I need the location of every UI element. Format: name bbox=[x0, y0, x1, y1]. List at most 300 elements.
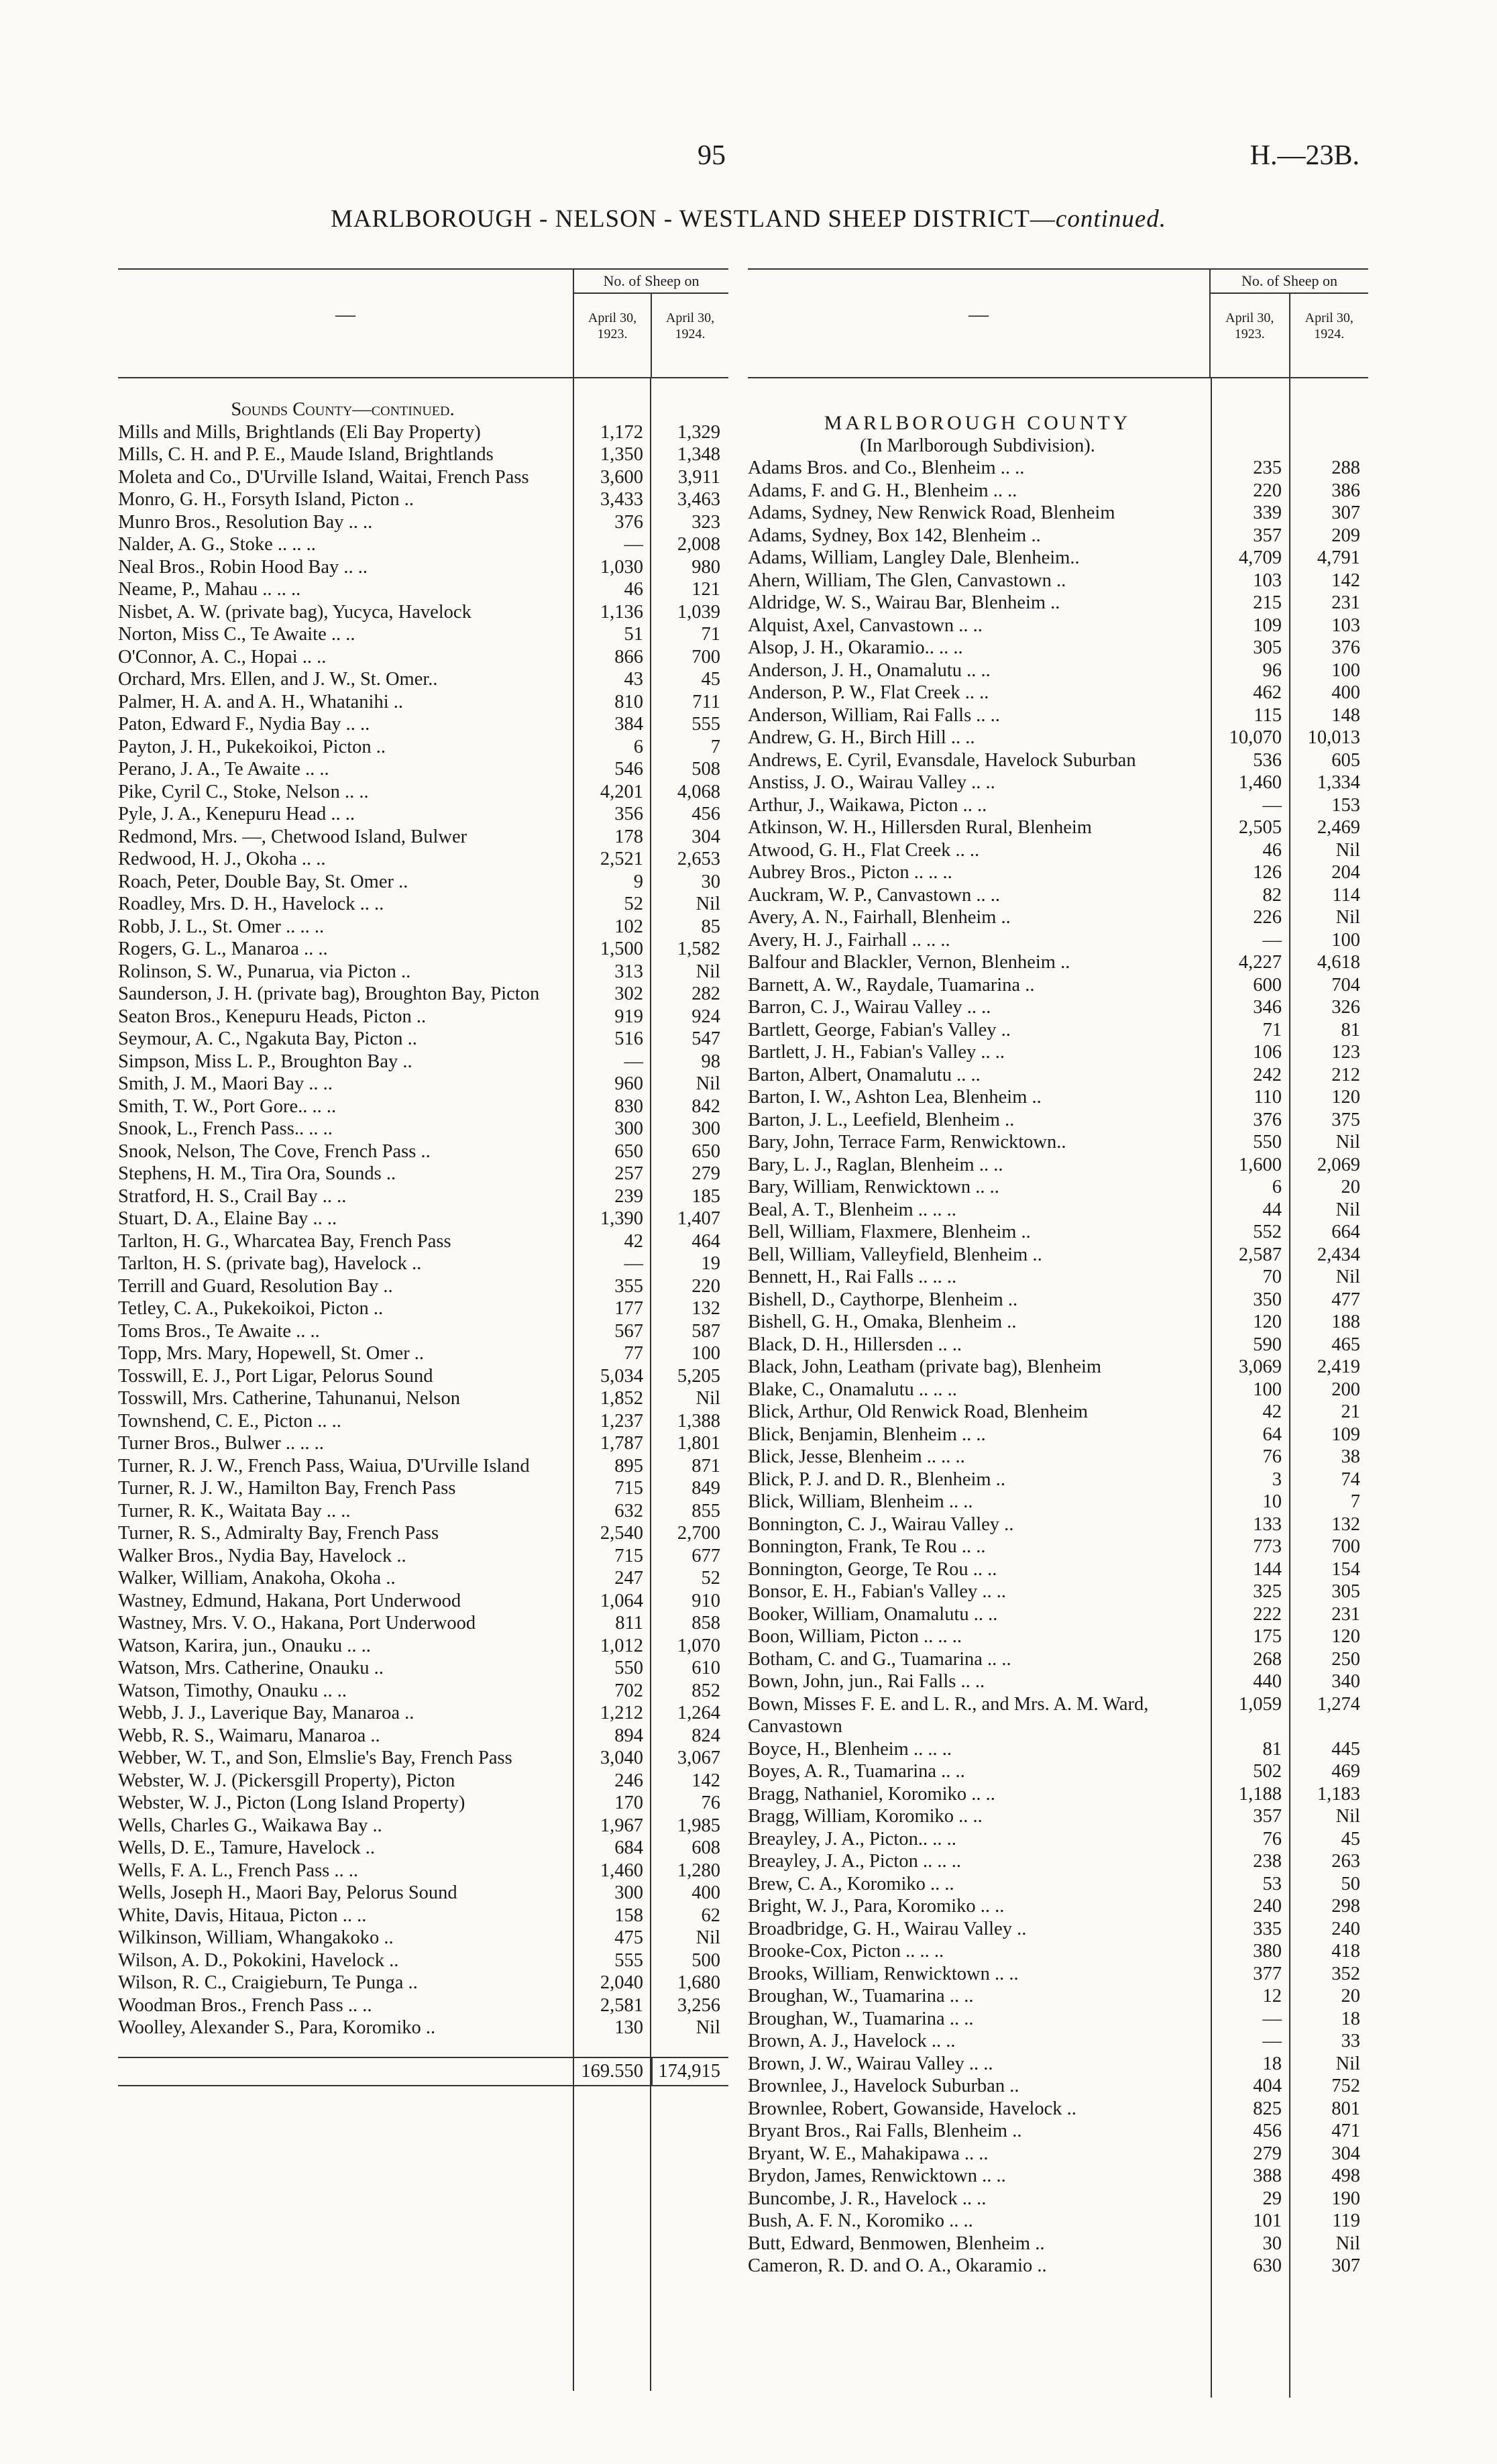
owner-name: Bary, John, Terrace Farm, Renwicktown.. bbox=[748, 1132, 1066, 1153]
sheep-1923: 1,188 bbox=[1238, 1783, 1282, 1805]
left-table-body bbox=[118, 378, 728, 2391]
sheep-1923: 30 bbox=[1262, 2233, 1282, 2254]
owner-name: Booker, William, Onamalutu .. .. bbox=[748, 1603, 998, 1625]
table-row bbox=[118, 893, 728, 916]
owner-name: Nalder, A. G., Stoke .. .. .. bbox=[118, 534, 316, 555]
owner-name: Turner, R. K., Waitata Bay .. .. bbox=[118, 1500, 351, 1521]
table-row bbox=[118, 961, 728, 983]
owner-name: Blake, C., Onamalutu .. .. .. bbox=[748, 1379, 957, 1400]
table-row bbox=[748, 1581, 1368, 1603]
table-row bbox=[118, 1365, 728, 1388]
sheep-1924: 677 bbox=[691, 1545, 720, 1566]
owner-name: Blick, Benjamin, Blenheim .. .. bbox=[748, 1424, 986, 1445]
table-row bbox=[118, 1860, 728, 1882]
sheep-1924: 1,388 bbox=[677, 1410, 720, 1432]
sheep-1924: 1,070 bbox=[677, 1635, 720, 1656]
table-row bbox=[748, 1693, 1368, 1738]
sheep-1924: 154 bbox=[1331, 1558, 1360, 1580]
sheep-1923: 536 bbox=[1253, 749, 1282, 771]
sheep-1924: 185 bbox=[691, 1185, 720, 1207]
sheep-1923: 175 bbox=[1253, 1626, 1282, 1647]
table-row bbox=[748, 2255, 1368, 2278]
owner-name: Redwood, H. J., Okoha .. .. bbox=[118, 849, 326, 869]
sheep-1923: 52 bbox=[624, 894, 643, 914]
owner-name: Townshend, C. E., Picton .. .. bbox=[118, 1410, 341, 1432]
owner-name: Brooks, William, Renwicktown .. .. bbox=[748, 1963, 1019, 1984]
owner-name: Tarlton, H. G., Wharcatea Bay, French Pass bbox=[118, 1230, 451, 1252]
sheep-1923: 475 bbox=[614, 1927, 643, 1948]
sheep-1924: 103 bbox=[1331, 614, 1360, 636]
owner-name: Breayley, J. A., Picton .. .. .. bbox=[748, 1851, 961, 1872]
sheep-1923: 2,521 bbox=[600, 849, 643, 869]
owner-name: Bell, William, Flaxmere, Blenheim .. bbox=[748, 1222, 1031, 1242]
owner-name: Bonnington, C. J., Wairau Valley .. bbox=[748, 1513, 1014, 1535]
sheep-1923: 632 bbox=[614, 1500, 643, 1521]
sheep-1923: 1,172 bbox=[600, 421, 643, 443]
table-row bbox=[118, 1815, 728, 1837]
sheep-1924: 1,582 bbox=[677, 939, 720, 959]
owner-name: Butt, Edward, Benmowen, Blenheim .. bbox=[748, 2233, 1045, 2254]
sheep-1923: 170 bbox=[614, 1792, 643, 1813]
owner-name: Turner Bros., Bulwer .. .. .. bbox=[118, 1433, 324, 1454]
sheep-1924: 855 bbox=[691, 1500, 720, 1521]
sheep-1924: 119 bbox=[1332, 2210, 1360, 2231]
sheep-1924: 1,334 bbox=[1317, 772, 1360, 793]
sheep-1923: 350 bbox=[1253, 1289, 1282, 1310]
table-row bbox=[748, 1491, 1368, 1513]
owner-name: Mills, C. H. and P. E., Maude Island, Brightlands bbox=[118, 444, 494, 465]
sheep-1923: 550 bbox=[1253, 1132, 1282, 1153]
sheep-1924: 1,801 bbox=[677, 1433, 720, 1454]
owner-name: Paton, Edward F., Nydia Bay .. .. bbox=[118, 714, 370, 735]
owner-name: Wells, F. A. L., French Pass .. .. bbox=[118, 1860, 359, 1881]
sheep-1924: 100 bbox=[1331, 659, 1360, 681]
sheep-1924: 121 bbox=[691, 579, 720, 600]
table-row bbox=[748, 1131, 1368, 1154]
owner-name: Boon, William, Picton .. .. .. bbox=[748, 1626, 962, 1647]
owner-name: Payton, J. H., Pukekoikoi, Picton .. bbox=[118, 736, 386, 757]
sheep-1923: 567 bbox=[614, 1320, 643, 1342]
sheep-1923: 1,390 bbox=[600, 1208, 643, 1229]
sheep-1923: 1,460 bbox=[600, 1860, 643, 1881]
sheep-1923: 82 bbox=[1262, 884, 1282, 906]
sheep-1924: 704 bbox=[1331, 974, 1360, 996]
sheep-1923: 3,069 bbox=[1238, 1356, 1282, 1377]
sheep-1923: 10,070 bbox=[1229, 727, 1282, 748]
table-row bbox=[118, 1185, 728, 1208]
sheep-1924: 608 bbox=[691, 1837, 720, 1858]
sheep-1923: 300 bbox=[614, 1882, 643, 1903]
sheep-1923: 4,227 bbox=[1238, 952, 1282, 973]
sheep-1924: 465 bbox=[1331, 1334, 1360, 1355]
table-row bbox=[118, 1545, 728, 1568]
table-row bbox=[748, 1244, 1368, 1267]
sheep-1923: 456 bbox=[1253, 2121, 1282, 2141]
owner-name: Bishell, G. H., Omaka, Blenheim .. bbox=[748, 1311, 1017, 1332]
sheep-1924: 304 bbox=[691, 826, 720, 847]
sheep-1923: 313 bbox=[614, 961, 643, 982]
owner-name: Blick, William, Blenheim .. .. bbox=[748, 1491, 973, 1512]
owner-name: Aubrey Bros., Picton .. .. .. bbox=[748, 862, 952, 883]
sheep-1923: 268 bbox=[1253, 1648, 1282, 1670]
sheep-1924: 132 bbox=[691, 1298, 720, 1319]
sheep-1924: 1,274 bbox=[1317, 1693, 1360, 1715]
sheep-1923: 305 bbox=[1253, 637, 1282, 658]
table-row bbox=[748, 592, 1368, 614]
sheep-1924: 849 bbox=[691, 1478, 720, 1499]
sheep-1923: 715 bbox=[614, 1478, 643, 1499]
sheep-1923: 650 bbox=[614, 1140, 643, 1162]
table-row bbox=[748, 1738, 1368, 1761]
owner-name: Bryant, W. E., Mahakipawa .. .. bbox=[748, 2143, 989, 2164]
table-row bbox=[748, 1221, 1368, 1244]
sheep-1923: 555 bbox=[614, 1949, 643, 1971]
sheep-1923: 103 bbox=[1253, 570, 1282, 591]
right-table-header bbox=[748, 268, 1368, 378]
owner-name: Wilson, A. D., Pokokini, Havelock .. bbox=[118, 1949, 399, 1971]
table-row bbox=[118, 578, 728, 601]
sheep-1923: 1,787 bbox=[600, 1433, 643, 1454]
right-sheep-heading bbox=[1209, 270, 1368, 377]
table-row bbox=[748, 1041, 1368, 1064]
sheep-1924: 240 bbox=[1331, 1918, 1360, 1939]
sheep-1924: 30 bbox=[701, 871, 720, 892]
sheep-1924: 500 bbox=[691, 1949, 720, 1971]
owner-name: Anderson, P. W., Flat Creek .. .. bbox=[748, 682, 989, 703]
sheep-1924: 305 bbox=[1331, 1581, 1360, 1602]
sheep-1924: 752 bbox=[1331, 2076, 1360, 2096]
sheep-1923: 811 bbox=[615, 1613, 643, 1633]
sheep-1924: 711 bbox=[692, 691, 720, 712]
table-row bbox=[748, 1985, 1368, 2008]
table-row bbox=[118, 1522, 728, 1545]
owner-name: Norton, Miss C., Te Awaite .. .. bbox=[118, 624, 355, 645]
table-row bbox=[118, 1297, 728, 1320]
sheep-1923: 335 bbox=[1253, 1918, 1282, 1939]
owner-name: Stephens, H. M., Tira Ora, Sounds .. bbox=[118, 1163, 396, 1184]
owner-name: Beal, A. T., Blenheim .. .. .. bbox=[748, 1199, 956, 1220]
table-row bbox=[748, 1603, 1368, 1626]
sheep-1924: 120 bbox=[1331, 1626, 1360, 1647]
table-row bbox=[118, 1680, 728, 1703]
sheep-1924: 98 bbox=[701, 1051, 720, 1072]
table-row bbox=[748, 1828, 1368, 1851]
table-row bbox=[118, 1455, 728, 1478]
table-row bbox=[748, 2098, 1368, 2121]
table-row bbox=[748, 816, 1368, 839]
owner-name: Aldridge, W. S., Wairau Bar, Blenheim .. bbox=[748, 592, 1060, 613]
table-row bbox=[748, 1963, 1368, 1986]
sheep-1924: 231 bbox=[1331, 1603, 1360, 1625]
table-row bbox=[748, 2120, 1368, 2143]
sheep-1923: 2,040 bbox=[600, 1972, 643, 1993]
sheep-1923: 894 bbox=[614, 1725, 643, 1746]
owner-name: Roach, Peter, Double Bay, St. Omer .. bbox=[118, 871, 408, 892]
sheep-1923: 6 bbox=[1272, 1177, 1282, 1197]
sheep-1924: 555 bbox=[691, 714, 720, 735]
sheep-1924: 7 bbox=[1350, 1491, 1360, 1512]
owner-name: Bary, L. J., Raglan, Blenheim .. .. bbox=[748, 1154, 1003, 1175]
sheep-1924: 153 bbox=[1331, 794, 1360, 816]
owner-name: Adams Bros. and Co., Blenheim .. .. bbox=[748, 458, 1025, 478]
sheep-1923: 5,034 bbox=[600, 1365, 643, 1387]
sheep-1924: 464 bbox=[691, 1230, 720, 1252]
owner-name: Neame, P., Mahau .. .. .. bbox=[118, 579, 301, 600]
table-row bbox=[748, 1670, 1368, 1693]
table-row bbox=[748, 1468, 1368, 1491]
sheep-1923: 42 bbox=[1262, 1401, 1282, 1422]
table-row bbox=[748, 637, 1368, 659]
owner-name: Monro, G. H., Forsyth Island, Picton .. bbox=[118, 489, 414, 510]
sheep-1924: 858 bbox=[691, 1613, 720, 1633]
sheep-1924: 38 bbox=[1341, 1446, 1360, 1467]
sheep-1924: 1,680 bbox=[677, 1972, 720, 1993]
owner-name: Moleta and Co., D'Urville Island, Waitai, French Pass bbox=[118, 466, 529, 488]
sheep-1924: 307 bbox=[1331, 2255, 1360, 2276]
table-row bbox=[748, 951, 1368, 974]
sheep-1924: 250 bbox=[1331, 1648, 1360, 1670]
sheep-1924: 871 bbox=[691, 1455, 720, 1477]
table-row bbox=[118, 1477, 728, 1500]
owner-name: Auckram, W. P., Canvastown .. .. bbox=[748, 884, 1001, 906]
table-row bbox=[118, 1320, 728, 1343]
owner-name: Adams, Sydney, New Renwick Road, Blenheim bbox=[748, 502, 1115, 523]
owner-name: Woodman Bros., French Pass .. .. bbox=[118, 1994, 372, 2016]
sheep-1923: 71 bbox=[1262, 1019, 1282, 1040]
sheep-1924: Nil bbox=[1335, 1132, 1360, 1153]
owner-name: Bonnington, Frank, Te Rou .. .. bbox=[748, 1536, 986, 1557]
sheep-1923: 158 bbox=[614, 1905, 643, 1926]
owner-name: Smith, J. M., Maori Bay .. .. bbox=[118, 1073, 333, 1094]
table-row bbox=[748, 929, 1368, 952]
table-row bbox=[118, 1230, 728, 1253]
sheep-1924: 62 bbox=[701, 1905, 720, 1926]
table-row bbox=[118, 848, 728, 871]
owner-name: Watson, Mrs. Catherine, Onauku .. bbox=[118, 1658, 384, 1678]
sheep-1923: — bbox=[624, 534, 643, 555]
table-row bbox=[118, 1725, 728, 1748]
sheep-1924: 842 bbox=[691, 1095, 720, 1117]
sheep-1923: 773 bbox=[1253, 1536, 1282, 1557]
sheep-1923: 380 bbox=[1253, 1941, 1282, 1962]
table-row bbox=[118, 983, 728, 1006]
owner-name: Turner, R. J. W., French Pass, Waiua, D'Urville Island bbox=[118, 1455, 530, 1477]
sheep-1923: 590 bbox=[1253, 1334, 1282, 1355]
sheep-1923: 1,852 bbox=[600, 1388, 643, 1409]
owner-name: Boyce, H., Blenheim .. .. .. bbox=[748, 1738, 952, 1760]
sheep-1923: 81 bbox=[1262, 1738, 1282, 1760]
owner-name: Balfour and Blackler, Vernon, Blenheim .. bbox=[748, 952, 1070, 973]
owner-name: Wastney, Mrs. V. O., Hakana, Port Underwood bbox=[118, 1613, 476, 1633]
sheep-1923: 76 bbox=[1262, 1446, 1282, 1467]
owner-name: Redmond, Mrs. —, Chetwood Island, Bulwer bbox=[118, 826, 467, 847]
sheep-1923: 1,237 bbox=[600, 1410, 643, 1432]
sheep-1923: 715 bbox=[614, 1545, 643, 1566]
owner-name: Pyle, J. A., Kenepuru Head .. .. bbox=[118, 804, 355, 824]
sheep-1923: 226 bbox=[1253, 907, 1282, 928]
sheep-1924: 375 bbox=[1331, 1109, 1360, 1130]
owner-name: Cameron, R. D. and O. A., Okaramio .. bbox=[748, 2255, 1047, 2276]
sheep-1923: 247 bbox=[614, 1568, 643, 1589]
sheep-1923: 388 bbox=[1253, 2165, 1282, 2186]
owner-name: Barron, C. J., Wairau Valley .. .. bbox=[748, 997, 991, 1018]
owner-name: Rolinson, S. W., Punarua, via Picton .. bbox=[118, 961, 411, 982]
sheep-1923: — bbox=[1262, 929, 1282, 951]
sheep-1924: 4,068 bbox=[677, 781, 720, 802]
table-row bbox=[118, 1612, 728, 1635]
table-row bbox=[118, 1163, 728, 1185]
table-row bbox=[118, 1432, 728, 1455]
table-row bbox=[118, 713, 728, 736]
sheep-1924: 477 bbox=[1331, 1289, 1360, 1310]
owner-name: Tarlton, H. S. (private bag), Havelock .. bbox=[118, 1253, 422, 1274]
sheep-1924: 2,700 bbox=[677, 1523, 720, 1544]
owner-name: Avery, A. N., Fairhall, Blenheim .. bbox=[748, 907, 1011, 928]
sheep-1924: Nil bbox=[696, 894, 720, 914]
owner-name: Brydon, James, Renwicktown .. .. bbox=[748, 2165, 1006, 2186]
sheep-1924: 1,985 bbox=[677, 1815, 720, 1836]
table-row bbox=[118, 601, 728, 624]
owner-name: Black, John, Leatham (private bag), Blenheim bbox=[748, 1356, 1102, 1377]
sheep-1924: 650 bbox=[691, 1140, 720, 1162]
table-row bbox=[118, 421, 728, 444]
sheep-1924: 801 bbox=[1331, 2098, 1360, 2119]
sheep-1923: 4,201 bbox=[600, 781, 643, 802]
right-col-1923-heading: April 30, 1923. bbox=[1225, 311, 1274, 341]
table-row bbox=[748, 974, 1368, 997]
sheep-1923: 18 bbox=[1262, 2053, 1282, 2074]
sheep-1923: 2,581 bbox=[600, 1994, 643, 2016]
sheep-1924: 508 bbox=[691, 759, 720, 780]
sheep-1924: 386 bbox=[1331, 480, 1360, 501]
table-row bbox=[118, 668, 728, 691]
table-row bbox=[748, 1424, 1368, 1446]
table-row bbox=[748, 1176, 1368, 1199]
table-row bbox=[118, 556, 728, 579]
owner-name: Avery, H. J., Fairhall .. .. .. bbox=[748, 929, 950, 951]
table-row bbox=[118, 443, 728, 466]
table-row bbox=[118, 623, 728, 646]
owner-name: Simpson, Miss L. P., Broughton Bay .. bbox=[118, 1051, 412, 1072]
sheep-1923: 702 bbox=[614, 1680, 643, 1701]
sheep-1924: Nil bbox=[1335, 1199, 1360, 1220]
sheep-1923: 222 bbox=[1253, 1603, 1282, 1625]
table-row bbox=[748, 1266, 1368, 1289]
table-row bbox=[118, 938, 728, 961]
sheep-1923: 133 bbox=[1253, 1513, 1282, 1535]
sheep-1924: Nil bbox=[696, 1388, 720, 1409]
table-row bbox=[748, 771, 1368, 794]
sheep-1923: 3 bbox=[1272, 1468, 1282, 1490]
owner-name: Turner, R. J. W., Hamilton Bay, French Pass bbox=[118, 1478, 456, 1499]
sheep-1924: 547 bbox=[691, 1028, 720, 1049]
sheep-1924: 188 bbox=[1331, 1311, 1360, 1332]
table-row bbox=[748, 1940, 1368, 1963]
sheep-1924: Nil bbox=[1335, 1267, 1360, 1287]
sheep-1923: 235 bbox=[1253, 458, 1282, 478]
table-row bbox=[748, 570, 1368, 592]
owner-name: Adams, William, Langley Dale, Blenheim.. bbox=[748, 547, 1080, 568]
sheep-1923: 130 bbox=[614, 2017, 643, 2038]
sheep-1923: 10 bbox=[1262, 1491, 1282, 1512]
owner-name: Robb, J. L., St. Omer .. .. .. bbox=[118, 916, 325, 937]
sheep-1924: 910 bbox=[691, 1590, 720, 1611]
owner-name: Pike, Cyril C., Stoke, Nelson .. .. bbox=[118, 781, 369, 802]
owner-name: Tetley, C. A., Pukekoikoi, Picton .. bbox=[118, 1298, 384, 1319]
sheep-1923: 43 bbox=[624, 669, 643, 690]
sheep-1923: 4,709 bbox=[1238, 547, 1282, 568]
owner-name: Bishell, D., Caythorpe, Blenheim .. bbox=[748, 1289, 1018, 1310]
sheep-1924: 220 bbox=[691, 1275, 720, 1297]
table-row bbox=[748, 1783, 1368, 1806]
table-row bbox=[748, 1086, 1368, 1109]
table-row bbox=[748, 1289, 1368, 1311]
sheep-1924: 1,348 bbox=[677, 444, 720, 465]
owner-name: Snook, Nelson, The Cove, French Pass .. bbox=[118, 1140, 431, 1162]
table-row bbox=[118, 826, 728, 849]
table-row bbox=[118, 646, 728, 669]
owner-name: Barnett, A. W., Raydale, Tuamarina .. bbox=[748, 974, 1035, 996]
sheep-1924: Nil bbox=[1335, 839, 1360, 861]
sheep-1924: 45 bbox=[701, 669, 720, 690]
sheep-1923: 106 bbox=[1253, 1042, 1282, 1063]
sheep-1924: 212 bbox=[1331, 1064, 1360, 1085]
table-row bbox=[748, 2030, 1368, 2053]
owner-name: Bonnington, George, Te Rou .. .. bbox=[748, 1558, 997, 1580]
table-row bbox=[748, 1401, 1368, 1424]
owner-name: Broughan, W., Tuamarina .. .. bbox=[748, 2008, 974, 2029]
table-row bbox=[748, 1019, 1368, 1042]
owner-name: Bell, William, Valleyfield, Blenheim .. bbox=[748, 1244, 1042, 1265]
page-title bbox=[0, 205, 1497, 233]
owner-name: Webster, W. J. (Pickersgill Property), Picton bbox=[118, 1770, 455, 1791]
table-row bbox=[118, 488, 728, 511]
table-row bbox=[748, 682, 1368, 704]
left-total-row bbox=[118, 2057, 728, 2086]
sheep-1924: 323 bbox=[691, 511, 720, 533]
table-row bbox=[118, 871, 728, 894]
sheep-1923: 279 bbox=[1253, 2143, 1282, 2164]
table-row bbox=[118, 1342, 728, 1365]
sheep-1924: 445 bbox=[1331, 1738, 1360, 1760]
sheep-1923: 44 bbox=[1262, 1199, 1282, 1220]
sheep-1924: 282 bbox=[691, 983, 720, 1004]
table-row bbox=[748, 1513, 1368, 1536]
sheep-1924: 587 bbox=[691, 1320, 720, 1342]
owner-name: Webber, W. T., and Son, Elmslie's Bay, French Pass bbox=[118, 1748, 512, 1768]
table-row bbox=[118, 1792, 728, 1815]
owner-name: Wilson, R. C., Craigieburn, Te Punga .. bbox=[118, 1972, 418, 1993]
sheep-1923: 53 bbox=[1262, 1873, 1282, 1894]
owner-name: Atwood, G. H., Flat Creek .. .. bbox=[748, 839, 980, 861]
table-row bbox=[748, 749, 1368, 772]
owner-name: Broughan, W., Tuamarina .. .. bbox=[748, 1986, 974, 2006]
owner-name: Atkinson, W. H., Hillersden Rural, Blenheim bbox=[748, 817, 1092, 838]
owner-name: Anderson, William, Rai Falls .. .. bbox=[748, 704, 1000, 726]
sheep-1924: 3,911 bbox=[677, 466, 720, 488]
sheep-1924: 469 bbox=[1331, 1761, 1360, 1782]
owner-name: Neal Bros., Robin Hood Bay .. .. bbox=[118, 556, 368, 578]
sheep-1923: 550 bbox=[614, 1658, 643, 1678]
sheep-1923: 339 bbox=[1253, 502, 1282, 523]
table-row bbox=[748, 502, 1368, 525]
right-rows bbox=[748, 457, 1368, 2278]
sheep-1923: 42 bbox=[624, 1230, 643, 1252]
right-section-heading: MARLBOROUGH COUNTY bbox=[824, 412, 1131, 434]
left-col-1923-heading: April 30, 1923. bbox=[588, 311, 637, 341]
owner-name: Topp, Mrs. Mary, Hopewell, St. Omer .. bbox=[118, 1343, 425, 1364]
sheep-1924: 418 bbox=[1331, 1941, 1360, 1962]
